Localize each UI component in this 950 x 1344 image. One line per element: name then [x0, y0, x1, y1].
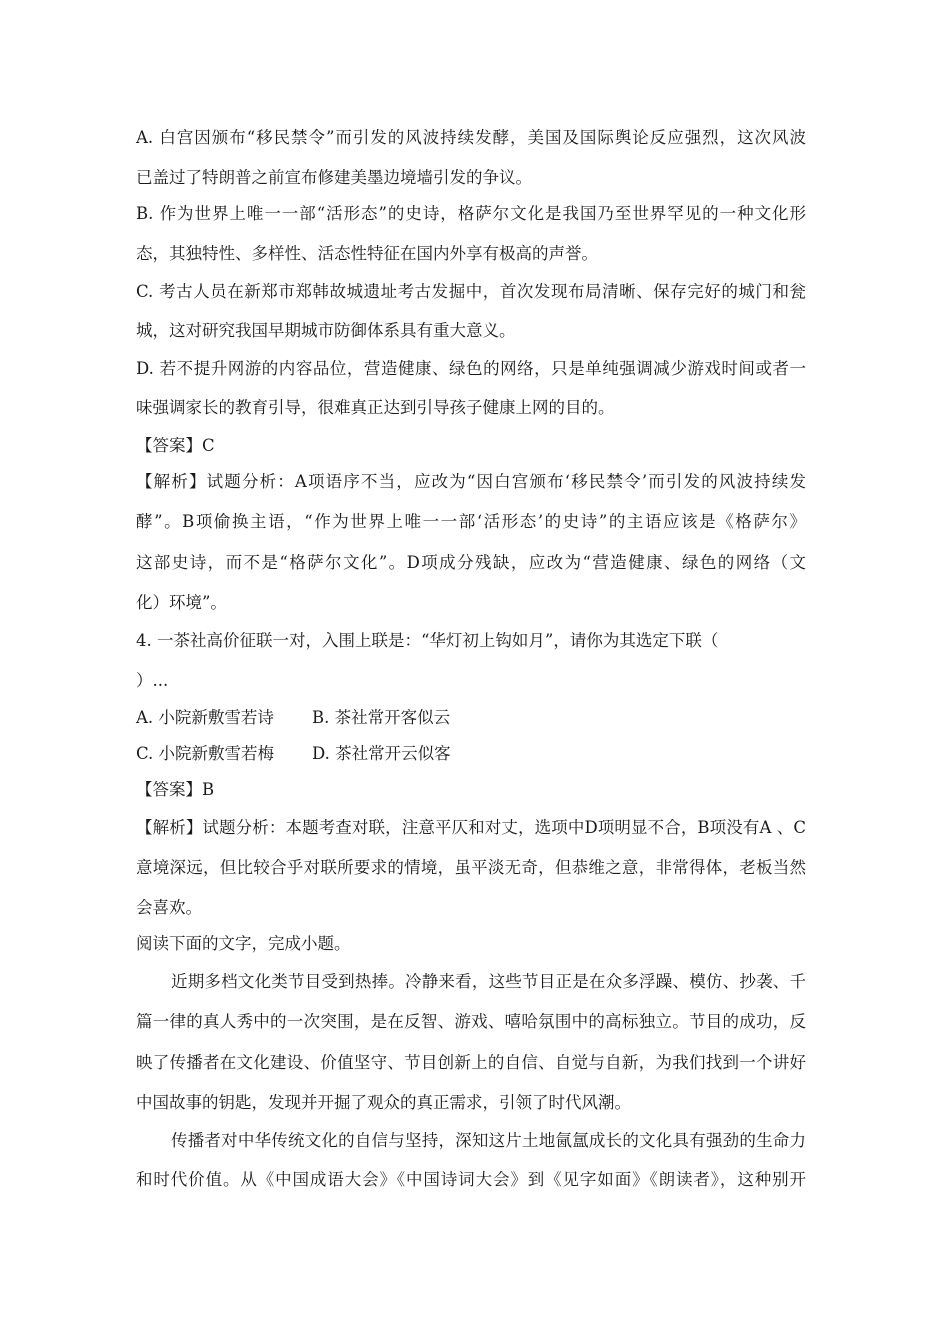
- q4-analysis-line3: 会喜欢。: [136, 898, 202, 917]
- q3-analysis-line3: 这部史诗，而不是“格萨尔文化”。D项成分残缺，应改为“营造健康、绿色的网络（文: [136, 553, 806, 572]
- reading-p1-line2: 篇一律的真人秀中的一次突围，是在反智、游戏、嘻哈氛围中的高标独立。节目的成功，反: [136, 1012, 806, 1031]
- q3-option-c-line1: C. 考古人员在新郑市郑韩故城遗址考古发掘中，首次发现布局清晰、保存完好的城门和瓮: [136, 282, 806, 301]
- q3-option-d-line2: 味强调家长的教育引导，很难真正达到引导孩子健康上网的目的。: [136, 398, 615, 417]
- q3-option-b-line2: 态，其独特性、多样性、活态性特征在国内外享有极高的声誉。: [136, 244, 598, 263]
- reading-p1-line3: 映了传播者在文化建设、价值坚守、节目创新上的自信、自觉与自新，为我们找到一个讲好: [136, 1053, 806, 1072]
- reading-p2-line1: 传播者对中华传统文化的自信与坚持，深知这片土地氤氲成长的文化具有强劲的生命力: [171, 1131, 806, 1150]
- q4-question-line2: ）...: [136, 671, 169, 690]
- q4-question-line1: 4. 一茶社高价征联一对，入围上联是：“华灯初上钩如月”，请你为其选定下联（: [136, 631, 719, 650]
- q3-option-a-line2: 已盖过了特朗普之前宣布修建美墨边境墙引发的争议。: [136, 168, 532, 187]
- q4-analysis-line1: 【解析】试题分析：本题考查对联，注意平仄和对丈，选项中D项明显不合，B项没有A 、C: [136, 818, 806, 837]
- q4-answer: 【答案】B: [136, 780, 215, 799]
- q3-option-d-line1: D. 若不提升网游的内容品位，营造健康、绿色的网络，只是单纯强调减少游戏时间或者一: [136, 359, 806, 378]
- q3-analysis-line2: 酵”。B项偷换主语，“作为世界上唯一一部‘活形态’的史诗”的主语应该是《格萨尔》: [136, 512, 806, 531]
- reading-p1-line1: 近期多档文化类节目受到热捧。冷静来看，这些节目正是在众多浮躁、模仿、抄袭、千: [171, 972, 806, 991]
- q4-option-d: D. 茶社常开云似客: [312, 744, 451, 763]
- q3-answer: 【答案】C: [136, 436, 215, 455]
- q3-analysis-line1: 【解析】试题分析：A项语序不当，应改为“因白宫颁布‘移民禁令’而引发的风波持续发: [136, 472, 806, 491]
- reading-p2-line2: 和时代价值。从《中国成语大会》《中国诗词大会》到《见字如面》《朗读者》，这种别开: [136, 1170, 806, 1189]
- q3-analysis-line4: 化）环境”。: [136, 593, 227, 612]
- q4-analysis-line2: 意境深远，但比较合乎对联所要求的情境，虽平淡无奇，但恭维之意，非常得体，老板当然: [136, 858, 806, 877]
- reading-p1-line4: 中国故事的钥匙，发现并开掘了观众的真正需求，引领了时代风潮。: [136, 1093, 631, 1112]
- q3-option-b-line1: B. 作为世界上唯一一部“活形态”的史诗，格萨尔文化是我国乃至世界罕见的一种文化形: [136, 204, 806, 223]
- q3-option-a-line1: A. 白宫因颁布“移民禁令”而引发的风波持续发酵，美国及国际舆论反应强烈，这次风波: [136, 128, 806, 147]
- reading-instruction: 阅读下面的文字，完成小题。: [136, 934, 351, 953]
- q4-option-a: A. 小院新敷雪若诗: [136, 708, 274, 727]
- q4-option-c: C. 小院新敷雪若梅: [136, 744, 275, 763]
- q3-option-c-line2: 城，这对研究我国早期城市防御体系具有重大意义。: [136, 321, 516, 340]
- q4-option-b: B. 茶社常开客似云: [312, 708, 451, 727]
